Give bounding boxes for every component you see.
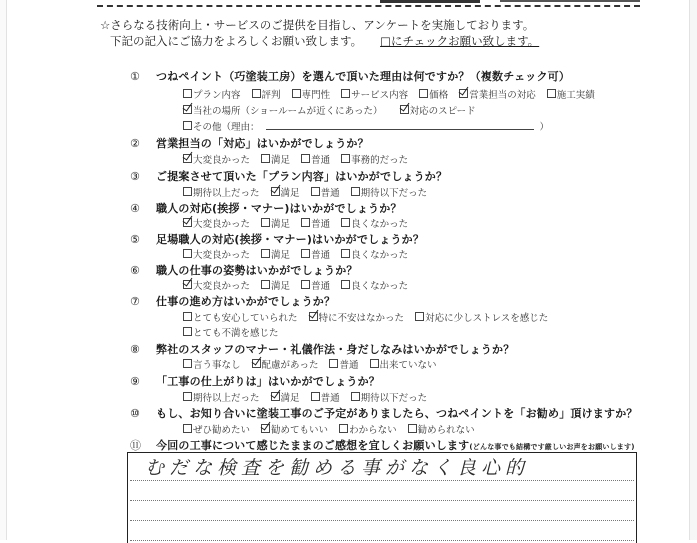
checkbox[interactable] bbox=[311, 392, 320, 401]
option-not-good[interactable]: 良くなかった bbox=[341, 247, 408, 261]
intro-line-1: ☆さらなる技術向上・サービスのご提供を目指し、アンケートを実施しております。 bbox=[100, 18, 535, 32]
checkbox[interactable] bbox=[341, 154, 350, 163]
option-speed[interactable]: 対応のスピード bbox=[400, 103, 476, 117]
option-satisfied[interactable]: 満足 bbox=[271, 185, 300, 199]
option-cannot-recommend[interactable]: 勧められない bbox=[408, 422, 475, 436]
checkbox[interactable] bbox=[183, 187, 192, 196]
option-plan[interactable]: プラン内容 bbox=[183, 87, 241, 101]
option-exceeded[interactable]: 期待以上だった bbox=[183, 390, 260, 404]
option-average[interactable]: 普通 bbox=[301, 152, 330, 166]
scrollbar-track[interactable] bbox=[689, 0, 697, 540]
option-other[interactable]: その他（理由： ） bbox=[183, 119, 549, 133]
checkbox[interactable] bbox=[183, 424, 192, 433]
option-considerate[interactable]: 配慮があった bbox=[252, 357, 319, 371]
option-average[interactable]: 普通 bbox=[329, 357, 358, 371]
other-reason-field[interactable] bbox=[266, 121, 534, 130]
checkbox-checked[interactable] bbox=[183, 154, 192, 163]
question-1 bbox=[130, 68, 570, 84]
option-average[interactable]: 普通 bbox=[311, 185, 340, 199]
option-average[interactable]: 普通 bbox=[301, 247, 330, 261]
checkbox[interactable] bbox=[408, 424, 417, 433]
option-no-anxiety[interactable]: 特に不安はなかった bbox=[309, 310, 405, 324]
checkbox[interactable] bbox=[351, 187, 360, 196]
option-below[interactable]: 期待以下だった bbox=[351, 185, 428, 199]
option-average[interactable]: 普通 bbox=[301, 216, 330, 230]
option-track-record[interactable]: 施工実績 bbox=[547, 87, 595, 101]
checkbox[interactable] bbox=[183, 89, 192, 98]
option-some-stress[interactable]: 対応に少しストレスを感じた bbox=[415, 310, 548, 324]
question-text: もし、お知り合いに塗装工事のご予定がありましたら、つねペイントを「お勧め」頂けますか？ bbox=[156, 407, 638, 420]
checkbox[interactable] bbox=[261, 154, 270, 163]
intro-instruction: □にチェックお願い致します。 bbox=[380, 34, 540, 48]
checkbox[interactable] bbox=[311, 187, 320, 196]
checkbox[interactable] bbox=[183, 392, 192, 401]
option-expertise[interactable]: 専門性 bbox=[292, 87, 331, 101]
option-satisfied[interactable]: 満足 bbox=[261, 152, 290, 166]
checkbox-checked[interactable] bbox=[271, 392, 280, 401]
option-not-good[interactable]: 良くなかった bbox=[341, 278, 408, 292]
option-definitely-recommend[interactable]: ぜひ勧めたい bbox=[183, 422, 250, 436]
checkbox[interactable] bbox=[183, 327, 192, 336]
option-below[interactable]: 期待以下だった bbox=[351, 390, 428, 404]
checkbox-checked[interactable] bbox=[183, 218, 192, 227]
option-businesslike[interactable]: 事務的だった bbox=[341, 152, 408, 166]
question-note: (どんな事でも結構です厳しいお声をお願いします) bbox=[469, 443, 635, 451]
option-exceeded[interactable]: 期待以上だった bbox=[183, 185, 260, 199]
option-very-good[interactable]: 大変良かった bbox=[183, 152, 250, 166]
question-1-options-row-1 bbox=[183, 87, 603, 101]
question-number: ① bbox=[130, 70, 141, 83]
comment-box[interactable] bbox=[127, 452, 637, 543]
checkbox[interactable] bbox=[341, 249, 350, 258]
checkbox[interactable] bbox=[301, 218, 310, 227]
checkbox[interactable] bbox=[341, 218, 350, 227]
option-poor[interactable]: 出来ていない bbox=[370, 357, 437, 371]
checkbox[interactable] bbox=[183, 249, 192, 258]
header-decoration bbox=[380, 0, 480, 3]
intro-line-2 bbox=[100, 33, 539, 49]
question-9: ⑨ 「工事の仕上がりは」はいかがでしょうか？ bbox=[130, 375, 380, 388]
checkbox[interactable] bbox=[341, 89, 350, 98]
question-6-options bbox=[183, 278, 416, 292]
option-very-good[interactable]: 大変良かった bbox=[183, 278, 250, 292]
question-4: ④ 職人の対応(挨拶・マナー)はいかがでしょうか？ bbox=[130, 202, 402, 215]
checkbox-checked[interactable] bbox=[183, 280, 192, 289]
question-11: ⑪ 今回の工事について感じたままのご感想を宜しくお願いします(どんな事でも結構です厳しいお声をお願いします) bbox=[130, 439, 635, 452]
question-7-options-row-2 bbox=[183, 325, 287, 339]
question-3: ③ ご提案させて頂いた「プラン内容」はいかがでしょうか？ bbox=[130, 170, 448, 183]
handwritten-comment: むだな検査を勧める事がなく良心的 bbox=[145, 457, 530, 479]
checkbox-checked[interactable] bbox=[261, 424, 270, 433]
question-text: 営業担当の「対応」はいかがでしょうか？ bbox=[156, 137, 369, 150]
option-average[interactable]: 普通 bbox=[311, 390, 340, 404]
option-could-recommend[interactable]: 勧めてもいい bbox=[261, 422, 328, 436]
checkbox-checked[interactable] bbox=[183, 105, 192, 114]
option-dont-know[interactable]: わからない bbox=[339, 422, 397, 436]
dashed-separator bbox=[97, 5, 640, 7]
question-2-options bbox=[183, 152, 416, 166]
option-satisfied[interactable]: 満足 bbox=[261, 216, 290, 230]
intro-request: 下記の記入にご協力をよろしくお願い致します。 bbox=[110, 34, 363, 48]
checkbox[interactable] bbox=[183, 359, 192, 368]
question-8: ⑧ 弊社のスタッフのマナー・礼儀作法・身だしなみはいかがでしょうか？ bbox=[130, 343, 515, 356]
question-8-options bbox=[183, 357, 445, 371]
question-9-options bbox=[183, 390, 435, 404]
option-service[interactable]: サービス内容 bbox=[341, 87, 408, 101]
question-3-options bbox=[183, 185, 435, 199]
checkbox[interactable] bbox=[183, 121, 192, 130]
checkbox[interactable] bbox=[261, 280, 270, 289]
checkbox[interactable] bbox=[341, 280, 350, 289]
question-7: ⑦ 仕事の進め方はいかがでしょうか？ bbox=[130, 295, 336, 308]
question-10-options bbox=[183, 422, 483, 436]
question-text: 今回の工事について感じたままのご感想を宜しくお願いします bbox=[156, 439, 470, 452]
checkbox[interactable] bbox=[261, 218, 270, 227]
ruled-line bbox=[130, 480, 634, 481]
checkbox[interactable] bbox=[339, 424, 348, 433]
option-average[interactable]: 普通 bbox=[301, 278, 330, 292]
option-satisfied[interactable]: 満足 bbox=[261, 278, 290, 292]
checkbox[interactable] bbox=[292, 89, 301, 98]
ruled-line bbox=[130, 520, 634, 521]
checkbox[interactable] bbox=[301, 280, 310, 289]
checkbox-checked[interactable] bbox=[252, 359, 261, 368]
question-6: ⑥ 職人の仕事の姿勢はいかがでしょうか？ bbox=[130, 264, 358, 277]
header-decoration-line bbox=[500, 0, 640, 2]
page-left-gutter bbox=[0, 0, 7, 540]
checkbox-checked[interactable] bbox=[400, 105, 409, 114]
checkbox[interactable] bbox=[419, 89, 428, 98]
question-text: つねペイント（巧塗装工房）を選んで頂いた理由は何ですか？（複数チェック可） bbox=[156, 70, 571, 83]
checkbox[interactable] bbox=[351, 392, 360, 401]
question-4-options bbox=[183, 216, 416, 230]
survey-intro bbox=[100, 17, 539, 49]
option-very-good[interactable]: 大変良かった bbox=[183, 216, 250, 230]
option-satisfied[interactable]: 満足 bbox=[261, 247, 290, 261]
question-7-options-row-1 bbox=[183, 310, 556, 324]
question-text: 足場職人の対応(挨拶・マナー)はいかがでしょうか？ bbox=[156, 233, 425, 246]
option-not-good[interactable]: 良くなかった bbox=[341, 216, 408, 230]
question-10: ⑩ もし、お知り合いに塗装工事のご予定がありましたら、つねペイントを「お勧め」頂けますか？ bbox=[130, 407, 638, 420]
checkbox[interactable] bbox=[183, 312, 192, 321]
question-1-options-row-3 bbox=[183, 119, 557, 133]
checkbox[interactable] bbox=[547, 89, 556, 98]
checkbox-checked[interactable] bbox=[459, 89, 468, 98]
option-perfect[interactable]: 言う事なし bbox=[183, 357, 241, 371]
checkbox[interactable] bbox=[329, 359, 338, 368]
option-price[interactable]: 価格 bbox=[419, 87, 448, 101]
question-text: 仕事の進め方はいかがでしょうか？ bbox=[156, 295, 336, 308]
option-location[interactable]: 当社の場所（ショールームが近くにあった） bbox=[183, 103, 383, 117]
question-text: 職人の仕事の姿勢はいかがでしょうか？ bbox=[156, 264, 358, 277]
question-5: ⑤ 足場職人の対応(挨拶・マナー)はいかがでしょうか？ bbox=[130, 233, 425, 246]
option-very-reassured[interactable]: とても安心していられた bbox=[183, 310, 298, 324]
question-1-options-row-2 bbox=[183, 103, 484, 117]
ruled-line bbox=[130, 540, 634, 541]
question-2: ② 営業担当の「対応」はいかがでしょうか？ bbox=[130, 137, 369, 150]
question-text: 「工事の仕上がりは」はいかがでしょうか？ bbox=[156, 375, 380, 388]
ruled-line bbox=[130, 500, 634, 501]
option-very-dissatisfied[interactable]: とても不満を感じた bbox=[183, 325, 279, 339]
option-sales-response[interactable]: 営業担当の対応 bbox=[459, 87, 536, 101]
checkbox[interactable] bbox=[301, 154, 310, 163]
option-very-good[interactable]: 大変良かった bbox=[183, 247, 250, 261]
checkbox-checked[interactable] bbox=[309, 312, 318, 321]
checkbox[interactable] bbox=[370, 359, 379, 368]
question-5-options bbox=[183, 247, 416, 261]
checkbox[interactable] bbox=[261, 249, 270, 258]
question-text: 弊社のスタッフのマナー・礼儀作法・身だしなみはいかがでしょうか？ bbox=[156, 343, 515, 356]
checkbox-checked[interactable] bbox=[271, 187, 280, 196]
option-reputation[interactable]: 評判 bbox=[252, 87, 281, 101]
checkbox[interactable] bbox=[301, 249, 310, 258]
option-satisfied[interactable]: 満足 bbox=[271, 390, 300, 404]
question-text: 職人の対応(挨拶・マナー)はいかがでしょうか？ bbox=[156, 202, 402, 215]
question-text: ご提案させて頂いた「プラン内容」はいかがでしょうか？ bbox=[156, 170, 448, 183]
checkbox[interactable] bbox=[252, 89, 261, 98]
checkbox[interactable] bbox=[415, 312, 424, 321]
